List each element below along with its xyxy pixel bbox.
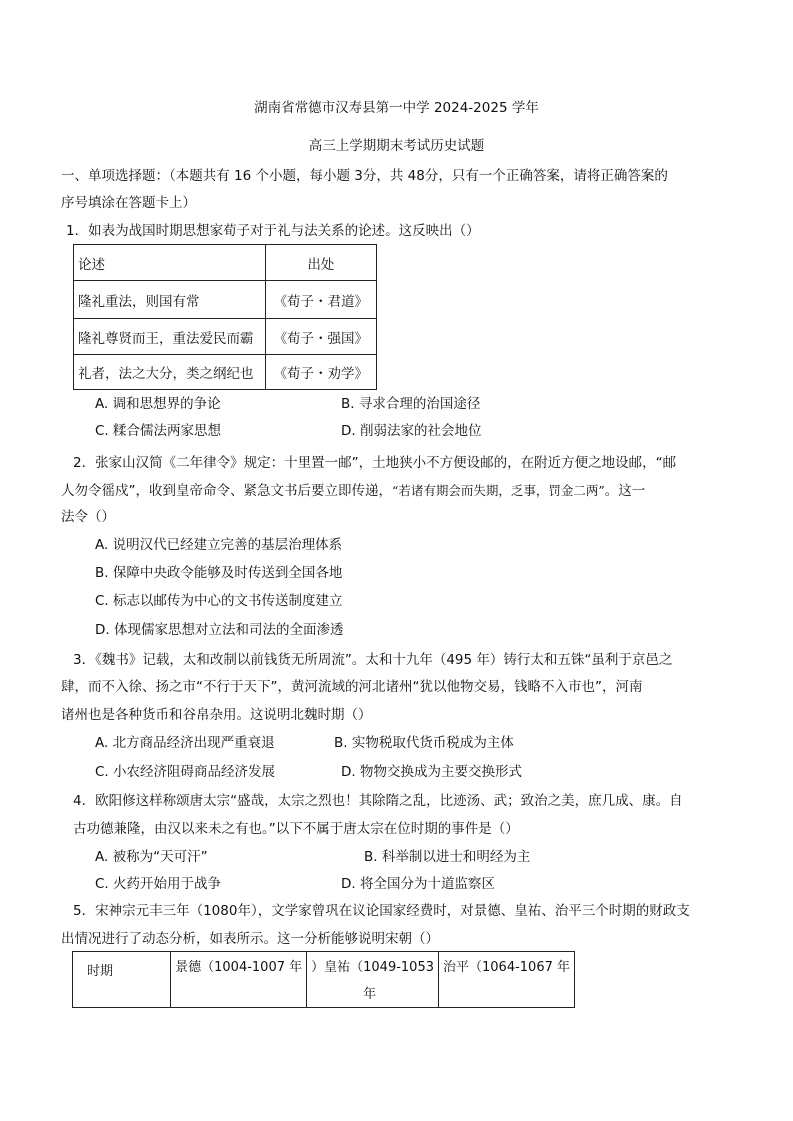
- section-heading: 一、单项选择题：（本题共有 16 个小题，每小题 3分，共 48分，只有一个正确答案，请将正确答案的: [61, 168, 668, 184]
- question-2-stem: 2．张家山汉简《二年律令》规定：十里置一邮”，土地狭小不方便设邮的，在附近方便之地设邮，“邮: [73, 455, 677, 471]
- table-header-cell: 论述: [74, 245, 266, 281]
- table-cell-line: 年: [363, 987, 377, 1002]
- table-cell: 礼者，法之大分，类之纲纪也: [74, 355, 266, 390]
- table-cell: 《荀子・强国》: [265, 319, 376, 355]
- q4-option-c: C. 火药开始用于战争: [95, 876, 222, 892]
- q2-stem-part: 。这一: [604, 483, 646, 499]
- table-cell: [307, 952, 439, 1008]
- question-2-stem-line2: [61, 479, 645, 499]
- q2-option-a: A. 说明汉代已经建立完善的基层治理体系: [95, 537, 343, 553]
- table-cell: 隆礼尊贤而王，重法爱民而霸: [74, 319, 266, 355]
- table-cell: 隆礼重法，则国有常: [74, 281, 266, 319]
- table-cell: 时期: [73, 952, 171, 1008]
- table-cell: 治平（1064-1067 年: [439, 952, 575, 1008]
- q4-option-a: A. 被称为“天可汗”: [95, 849, 208, 865]
- q1-option-c: C. 糅合儒法两家思想: [95, 423, 222, 439]
- q1-option-d: D. 削弱法家的社会地位: [341, 423, 482, 439]
- table-row: [74, 355, 377, 390]
- q2-quote: “若诸有期会而失期，乏事，罚金二两”: [392, 483, 605, 498]
- table-cell: 《荀子・君道》: [265, 281, 376, 319]
- q1-option-b: B. 寻求合理的治国途径: [341, 396, 481, 412]
- q2-option-b: B. 保障中央政令能够及时传送到全国各地: [95, 565, 343, 581]
- question-5-stem-line2: 出情况进行了动态分析，如表所示。这一分析能够说明宋朝（）: [61, 931, 439, 947]
- exam-title: 湖南省常德市汉寿县第一中学 2024-2025 学年: [254, 100, 539, 116]
- table-header-row: [73, 952, 575, 1008]
- question-5-stem: 5．宋神宗元丰三年（1080年），文学家曾巩在议论国家经费时，对景德、皇祐、治平三个时期的财政支: [73, 903, 690, 919]
- q4-option-b: B. 科举制以进士和明经为主: [364, 849, 531, 865]
- q2-option-d: D. 体现儒家思想对立法和司法的全面渗透: [95, 622, 344, 638]
- q3-option-c: C. 小农经济阻碍商品经济发展: [95, 764, 276, 780]
- question-3-stem-line2: 肆，而不入徐、扬之市“不行于天下”，黄河流域的河北诸州“犹以他物交易，钱略不入市也”，河南: [61, 679, 643, 695]
- table-header-cell: 出处: [265, 245, 376, 281]
- question-3-stem: 3．《魏书》记载，太和改制以前钱货无所周流”。太和十九年（495 年）铸行太和五铢“虽利于京邑之: [73, 652, 673, 668]
- q3-option-a: A. 北方商品经济出现严重衰退: [95, 735, 275, 751]
- table-cell-line: ）皇祐（1049-1053: [311, 960, 434, 975]
- question-1-stem: 1．如表为战国时期思想家荀子对于礼与法关系的论述。这反映出（）: [66, 223, 480, 239]
- q2-option-c: C. 标志以邮传为中心的文书传送制度建立: [95, 593, 343, 609]
- q3-option-d: D. 物物交换成为主要交换形式: [341, 764, 522, 780]
- table-row: [74, 281, 377, 319]
- q5-table: [72, 951, 575, 1008]
- exam-subtitle: 高三上学期期末考试历史试题: [308, 138, 485, 154]
- table-cell: 《荀子・劝学》: [265, 355, 376, 390]
- table-header-row: [74, 245, 377, 281]
- table-row: [74, 319, 377, 355]
- question-4-stem-line2: 古功德兼隆，由汉以来未之有也。”以下不属于唐太宗在位时期的事件是（）: [73, 821, 519, 837]
- table-cell: 景德（1004-1007 年: [171, 952, 307, 1008]
- q4-option-d: D. 将全国分为十道监察区: [341, 876, 495, 892]
- question-2-stem-line3: 法令（）: [61, 509, 115, 525]
- question-3-stem-line3: 诸州也是各种货币和谷帛杂用。这说明北魏时期（）: [61, 707, 372, 723]
- q2-stem-part: 人勿令徭戍”，收到皇帝命令、紧急文书后要立即传递，: [61, 483, 392, 499]
- q1-option-a: A. 调和思想界的争论: [95, 396, 221, 412]
- question-4-stem: 4．欧阳修这样称颂唐太宗“盛哉，太宗之烈也！其除隋之乱，比迹汤、武；致治之美，庶几成、康。自: [73, 793, 683, 809]
- q1-table: [73, 244, 377, 390]
- q3-option-b: B. 实物税取代货币税成为主体: [334, 735, 514, 751]
- section-heading-cont: 序号填涂在答题卡上）: [61, 195, 196, 211]
